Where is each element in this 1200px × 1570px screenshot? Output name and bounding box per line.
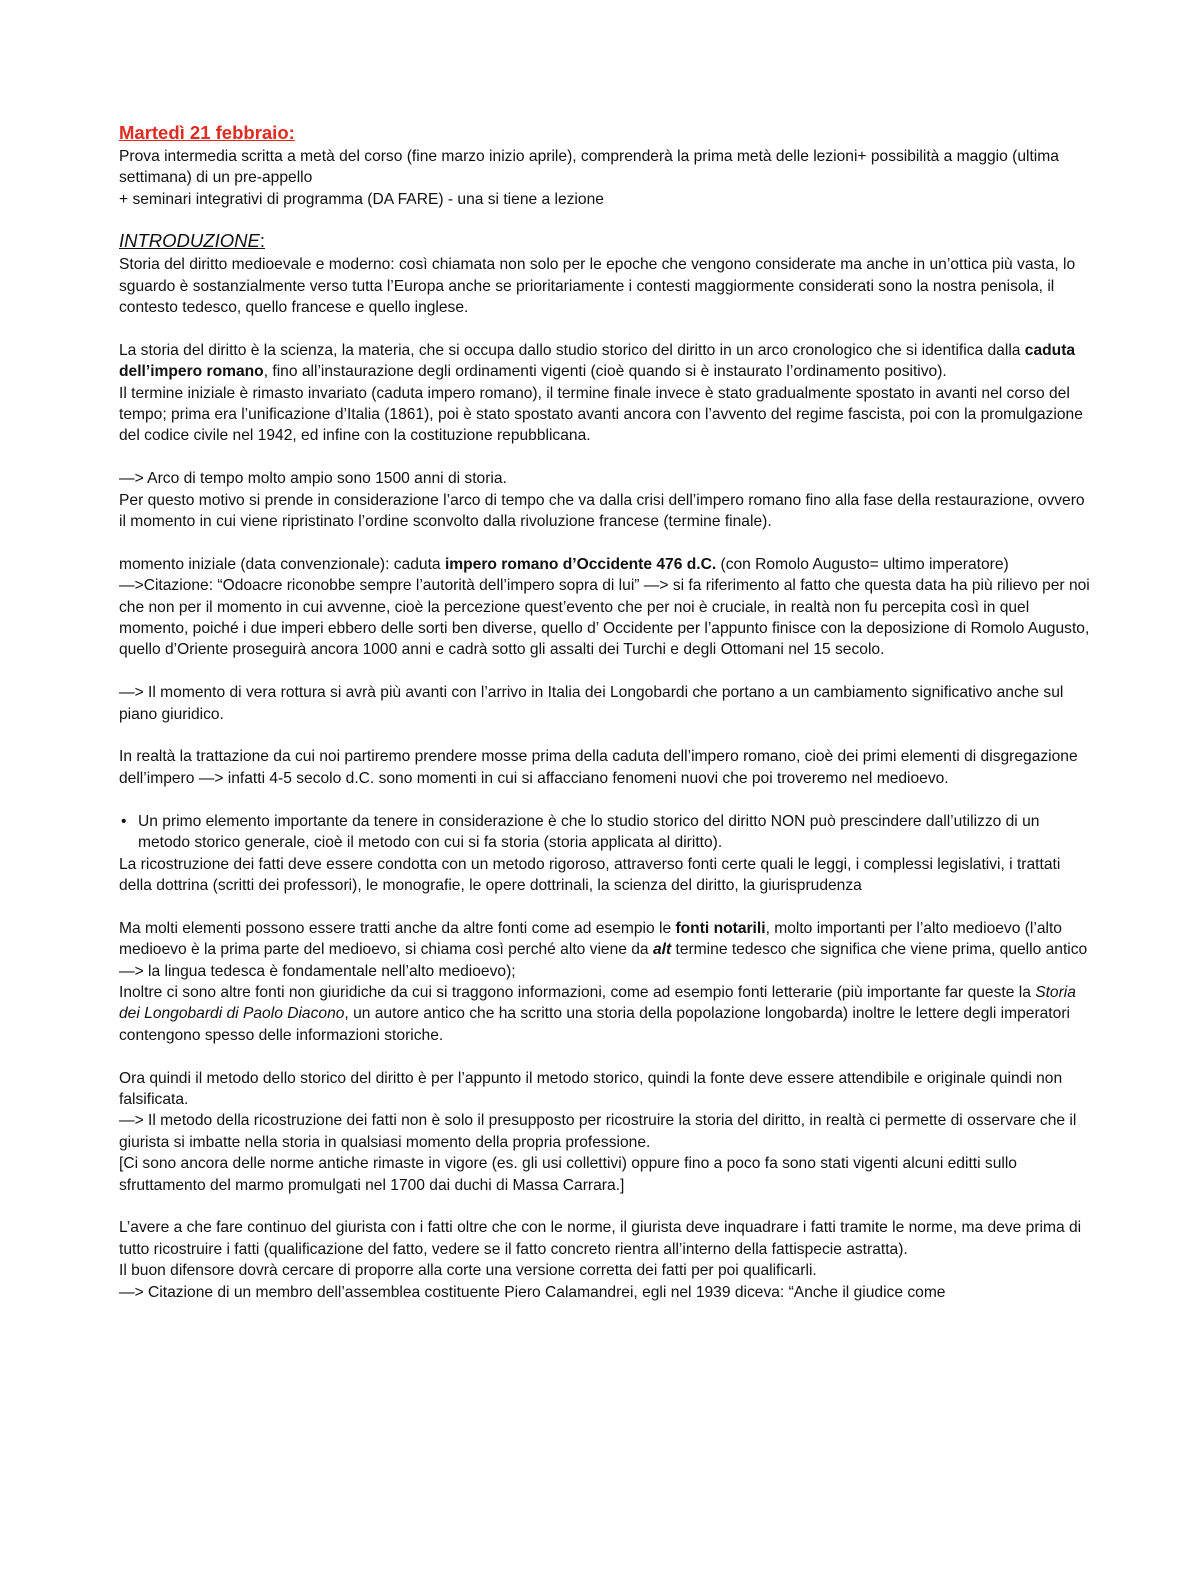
- paragraph-history-of-law: [119, 340, 1090, 383]
- bullet-icon: •: [121, 812, 127, 830]
- section-heading-colon: :: [259, 230, 265, 252]
- exam-notice-paragraph: Prova intermedia scritta a metà del corso (fine marzo inizio aprile), comprenderà la prima metà delle lezioni+ possibilità a maggio (ultima settimana) di un pre-appello: [119, 148, 1059, 187]
- paragraph-literary-sources: [119, 982, 1090, 1046]
- lecture-date-heading: Martedì 21 febbraio:: [119, 122, 295, 143]
- section-heading-introduzione: [119, 228, 1090, 254]
- paragraph-time-span: —> Arco di tempo molto ampio sono 1500 anni di storia.: [119, 470, 507, 488]
- paragraph-restoration: Per questo motivo si prende in considerazione l’arco di tempo che va dalla crisi dell’impero romano fino alla fase della restaurazione, ovvero il momento in cui viene ripristinato l’ordine sconvolto dalla rivoluzione francese (termine finale).: [119, 491, 1085, 531]
- text-run: , un autore antico che ha scritto una storia della popolazione longobarda) inoltre le lettere degli imperatori contengono spesso delle informazioni storiche.: [119, 1005, 1070, 1044]
- seminar-notice-paragraph: + seminari integrativi di programma (DA FARE) - una si tiene a lezione: [119, 190, 604, 208]
- paragraph-course-definition: Storia del diritto medioevale e moderno: così chiamata non solo per le epoche che vengono considerate ma anche in un’ottica più vasta, lo sguardo è sostanzialmente verso tutta l’Europa anche se prioritariamente i contesti maggiormente considerati sono la nostra penisola, il contesto tedesco, quello francese e quello inglese.: [119, 256, 1076, 317]
- italic-text-run: Storia dei Longobardi di Paolo Diacono: [119, 983, 1076, 1023]
- text-run: , fino all’instaurazione degli ordinamenti vigenti (cioè quando si è instaurato l’ordinamento positivo).: [263, 363, 947, 381]
- text-run: (con Romolo Augusto= ultimo imperatore): [716, 555, 1009, 573]
- paragraph-historical-method: Ora quindi il metodo dello storico del diritto è per l’appunto il metodo storico, quindi la fonte deve essere attendibile e originale quindi non falsificata.: [119, 1069, 1063, 1108]
- text-run: Ma molti elementi possono essere tratti anche da altre fonti come ad esempio le: [119, 919, 676, 937]
- text-run: Inoltre ci sono altre fonti non giuridiche da cui si traggono informazioni, come ad esempio fonti letterarie (più importante far queste la: [119, 983, 1036, 1001]
- paragraph-odoacre-quote: —>Citazione: “Odoacre riconobbe sempre l’autorità dell’impero sopra di lui” —> si fa riferimento al fatto che questa data ha più rilievo per noi che non per il momento in cui avvenne, cioè la percezione quest’evento che per noi è cruciale, in realtà non fu percepita così in quel momento, poiché i due imperi ebbero delle sorti ben diverse, quello d’ Occidente per l’appunto finisce con la deposizione di Romolo Augusto, quello d’Oriente proseguirà ancora 1000 anni e cadrà sotto gli assalti dei Turchi e degli Ottomani nel 15 secolo.: [119, 577, 1090, 659]
- section-heading-text: INTRODUZIONE: [119, 230, 260, 252]
- paragraph-jurist-facts: L’avere a che fare continuo del giurista con i fatti oltre che con le norme, il giurista deve inquadrare i fatti tramite le norme, ma deve prima di tutto ricostruire i fatti (qualificazione del fatto, vedere se il fatto concreto rientra all’interno della fattispecie astratta).: [119, 1219, 1082, 1258]
- bold-text-run: caduta dell’impero romano: [119, 341, 1076, 381]
- bold-text-run: impero romano d’Occidente 476 d.C.: [444, 555, 717, 573]
- text-run: , molto importanti per l’alto medioevo (l’alto medioevo è la prima parte del medioevo, si chiama così perché alto viene da: [119, 919, 1062, 959]
- paragraph-initial-final-term: Il termine iniziale è rimasto invariato (caduta impero romano), il termine finale invece è stato gradualmente spostato in avanti nel corso del tempo; prima era l’unificazione d’Italia (1861), poi è stato spostato avanti ancora con l’avvento del regime fascista, poi con la promulgazione del codice civile nel 1942, ed infine con la costituzione repubblicana.: [119, 384, 1083, 445]
- bold-italic-text-run: alt: [652, 941, 672, 959]
- paragraph-initial-moment: [119, 554, 1090, 575]
- text-run: momento iniziale (data convenzionale): caduta: [119, 555, 445, 573]
- text-run: termine tedesco che significa che viene prima, quello antico —> la lingua tedesca è fondamentale nell’alto medioevo);: [119, 941, 1088, 980]
- bullet-list-item: [119, 811, 1090, 854]
- text-run: La storia del diritto è la scienza, la materia, che si occupa dallo studio storico del diritto in un arco cronologico che si identifica dalla: [119, 341, 1025, 359]
- paragraph-good-defender: Il buon difensore dovrà cercare di proporre alla corte una versione corretta dei fatti per poi qualificarli.: [119, 1262, 817, 1280]
- paragraph-calamandrei-quote: —> Citazione di un membro dell’assemblea costituente Piero Calamandrei, egli nel 1939 diceva: “Anche il giudice come: [119, 1283, 946, 1301]
- paragraph-method-of-reconstruction: —> Il metodo della ricostruzione dei fatti non è solo il presupposto per ricostruire la storia del diritto, in realtà ci permette di osservare che il giurista si imbatte nella storia in qualsiasi momento della propria professione.: [119, 1112, 1077, 1151]
- paragraph-reconstruction: La ricostruzione dei fatti deve essere condotta con un metodo rigoroso, attraverso fonti certe quali le leggi, i complessi legislativi, i trattati della dottrina (scritti dei professori), le monografie, le opere dottrinali, la scienza del diritto, la giurisprudenza: [119, 855, 1061, 894]
- bold-text-run: fonti notarili: [675, 919, 766, 937]
- paragraph-ancient-norms: [Ci sono ancora delle norme antiche rimaste in vigore (es. gli usi collettivi) oppure fino a poco fa sono stati vigenti alcuni editti sullo sfruttamento del marmo promulgati nel 1700 dai duchi di Massa Carrara.]: [119, 1155, 1017, 1194]
- paragraph-notarial-sources: [119, 918, 1090, 982]
- bullet-text: Un primo elemento importante da tenere in considerazione è che lo studio storico del diritto NON può prescindere dall’utilizzo di un metodo storico generale, cioè il metodo con cui si fa storia (storia applicata al diritto).: [138, 812, 1040, 852]
- paragraph-disgregation: In realtà la trattazione da cui noi partiremo prendere mosse prima della caduta dell’impero romano, cioè dei primi elementi di disgregazione dell’impero —> infatti 4-5 secolo d.C. sono momenti in cui si affacciano fenomeni nuovi che poi troveremo nel medioevo.: [119, 748, 1078, 787]
- paragraph-longobardi: —> Il momento di vera rottura si avrà più avanti con l’arrivo in Italia dei Longobardi che portano a un cambiamento significativo anche sul piano giuridico.: [119, 684, 1064, 723]
